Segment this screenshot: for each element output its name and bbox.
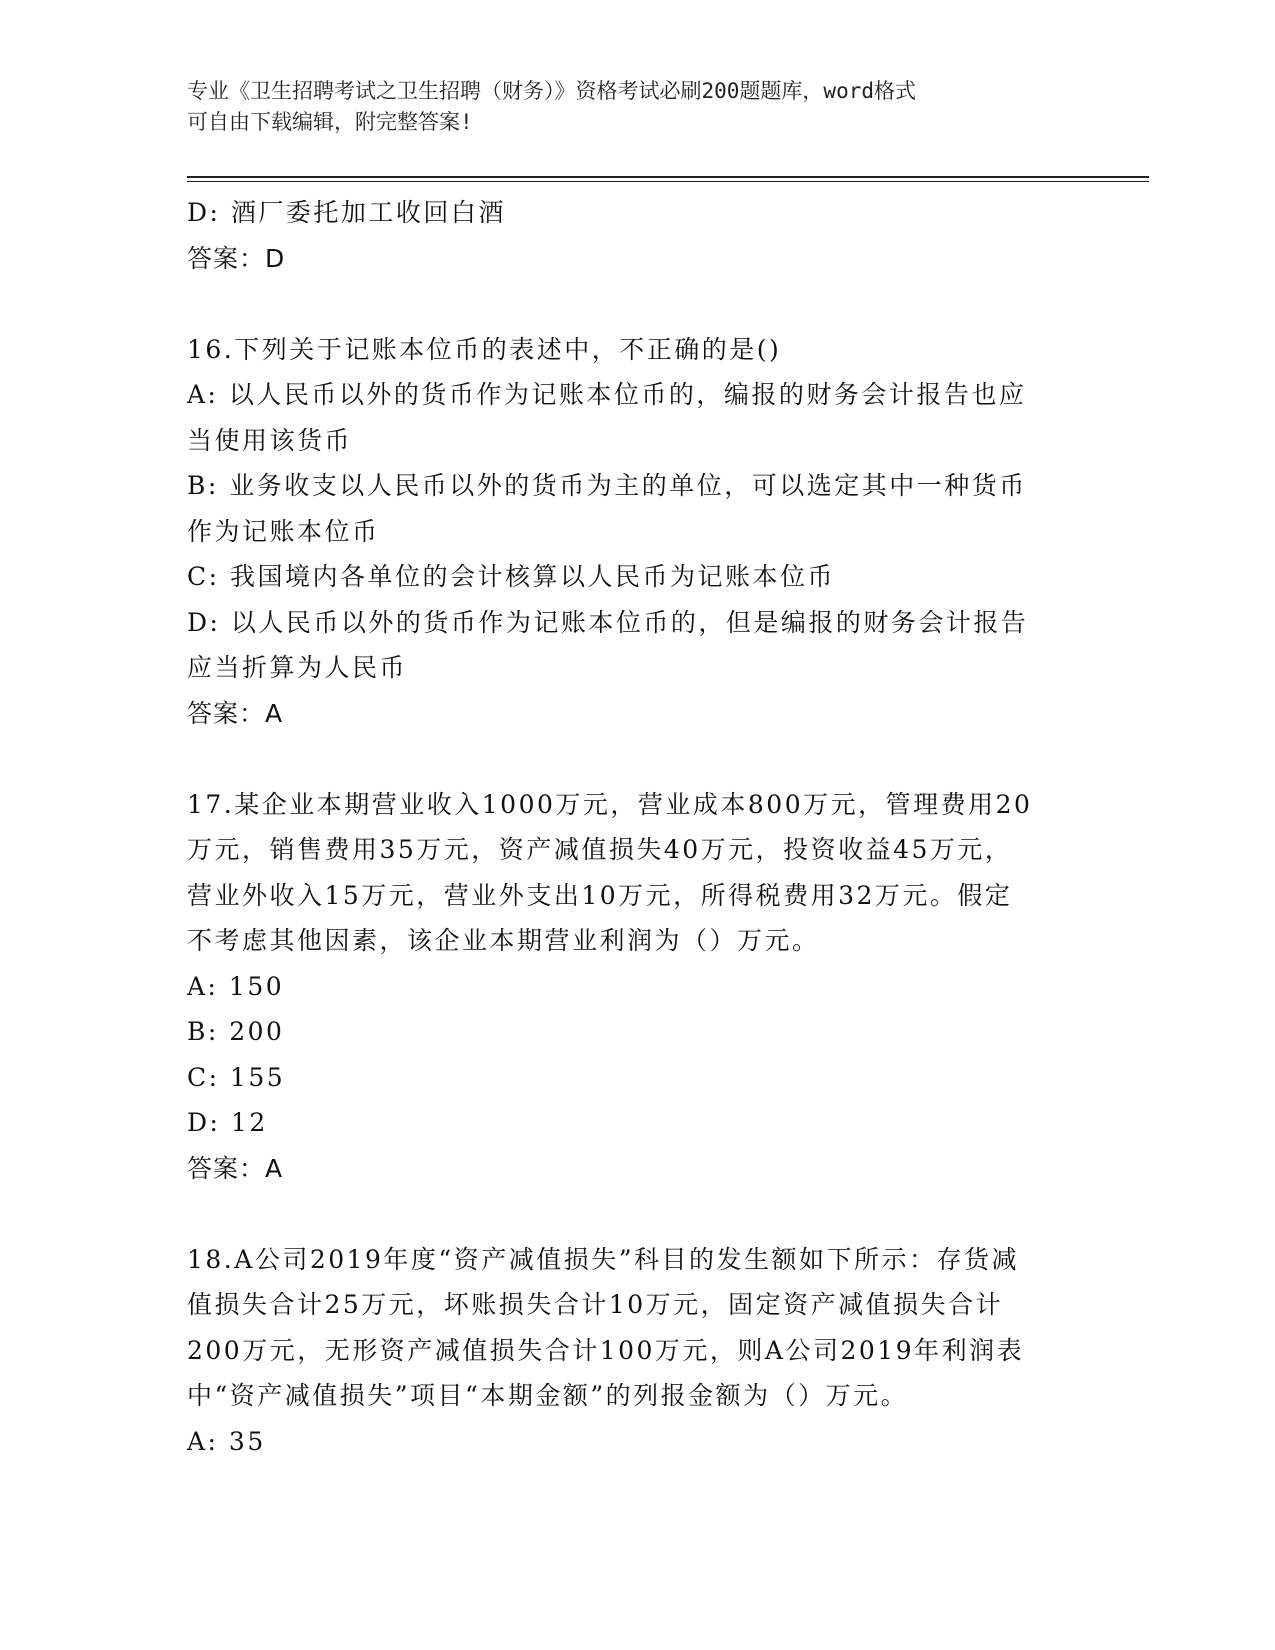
q15-option-d: D: 酒厂委托加工收回白酒 bbox=[187, 198, 506, 227]
q16-option-b-line-2: 作为记账本位币 bbox=[187, 516, 380, 546]
q16-option-d-line-1: D: 以人民币以外的货币作为记账本位币的，但是编报的财务会计报告 bbox=[187, 607, 1029, 637]
header-line-2: 可自由下载编辑，附完整答案! bbox=[187, 110, 473, 134]
q16-option-a-line-2: 当使用该货币 bbox=[187, 425, 353, 455]
q18-stem-line-3: 200万元，无形资产减值损失合计100万元，则A公司2019年利润表 bbox=[187, 1335, 1025, 1365]
q16-option-c: C: 我国境内各单位的会计核算以人民币为记账本位币 bbox=[187, 562, 836, 591]
question-content bbox=[187, 190, 1087, 1464]
q18-option-a: A: 35 bbox=[187, 1426, 266, 1456]
q17-stem-line-1: 17.某企业本期营业收入1000万元，营业成本800万元，管理费用20 bbox=[187, 789, 1033, 819]
question-spacer bbox=[187, 1191, 1087, 1237]
page-header bbox=[187, 76, 1087, 138]
q17-stem-line-3: 营业外收入15万元，营业外支出10万元，所得税费用32万元。假定 bbox=[187, 880, 1013, 910]
q16-option-a-line-1: A: 以人民币以外的货币作为记账本位币的，编报的财务会计报告也应 bbox=[187, 380, 1027, 409]
header-rule-thin bbox=[187, 181, 1149, 182]
question-spacer bbox=[187, 281, 1087, 327]
q18-stem-line-1: 18.A公司2019年度“资产减值损失”科目的发生额如下所示：存货减 bbox=[187, 1244, 1019, 1274]
q17-option-c: C: 155 bbox=[187, 1062, 286, 1092]
q17-stem-line-2: 万元，销售费用35万元，资产减值损失40万元，投资收益45万元， bbox=[187, 835, 1013, 864]
q16-option-d-line-2: 应当折算为人民币 bbox=[187, 653, 408, 682]
q16-answer: 答案：A bbox=[187, 698, 284, 728]
question-spacer bbox=[187, 736, 1087, 782]
q16-stem: 16.下列关于记账本位币的表述中，不正确的是() bbox=[187, 334, 782, 364]
q17-option-a: A: 150 bbox=[187, 971, 285, 1001]
q18-stem-line-2: 值损失合计25万元，坏账损失合计10万元，固定资产减值损失合计 bbox=[187, 1290, 1004, 1319]
q17-option-b: B: 200 bbox=[187, 1017, 285, 1046]
header-rule-thick bbox=[187, 176, 1149, 178]
q17-stem-line-4: 不考虑其他因素，该企业本期营业利润为（）万元。 bbox=[187, 926, 820, 955]
q16-option-b-line-1: B: 业务收支以人民币以外的货币为主的单位，可以选定其中一种货币 bbox=[187, 471, 1027, 500]
q17-answer: 答案：A bbox=[187, 1153, 284, 1183]
q17-option-d: D: 12 bbox=[187, 1108, 268, 1137]
q18-stem-line-4: 中“资产减值损失”项目“本期金额”的列报金额为（）万元。 bbox=[187, 1381, 909, 1410]
header-line-1: 专业《卫生招聘考试之卫生招聘（财务）》资格考试必刷200题题库，word格式 bbox=[187, 79, 916, 103]
q15-answer: 答案：D bbox=[187, 243, 286, 273]
